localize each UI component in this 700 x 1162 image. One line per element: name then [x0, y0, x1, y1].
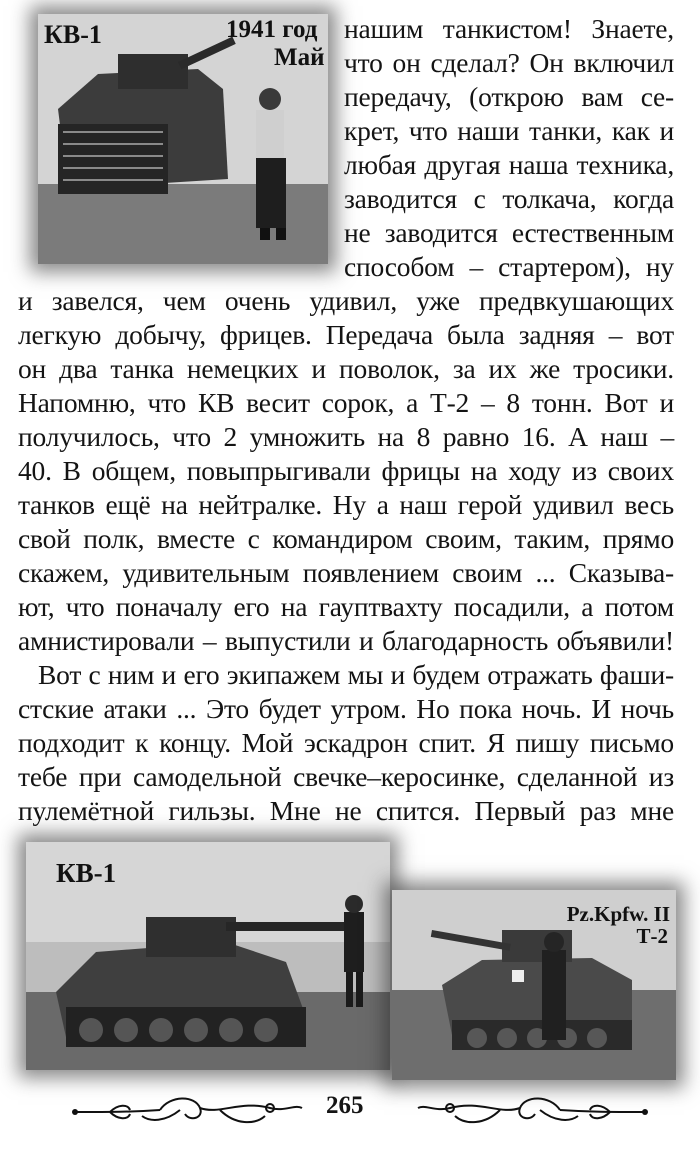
photo-caption-kv1: КВ-1: [44, 20, 102, 49]
page-number: 265: [326, 1092, 364, 1119]
text-line: пулемётной гильзы. Мне не спится. Первый раз мне: [18, 795, 674, 826]
text-line: он два танка немецких и поволок, за их же тросики.: [18, 353, 674, 384]
text-line: заводится с толкача, когда: [344, 183, 674, 214]
text-line: любая другая наша техника,: [344, 149, 674, 180]
photo-pzkpfw2: [392, 890, 676, 1080]
text-line: передачу, (открою вам се-: [344, 81, 674, 112]
ornament-right: [410, 1090, 650, 1130]
text-line: получилось, что 2 умножить на 8 равно 16. А наш –: [18, 421, 674, 452]
text-line: стские атаки ... Это будет утром. Но пока ночь. И ночь: [18, 693, 674, 724]
ornament-left: [70, 1090, 310, 1130]
text-line: тебе при самодельной свечке–керосинке, сделанной из: [18, 761, 674, 792]
text-line: скажем, удивительным появлением своим ... Сказыва-: [18, 557, 674, 588]
photo-caption-month: Май: [274, 44, 325, 71]
text-line: и завелся, чем очень удивил, уже предвкушающих: [18, 285, 674, 316]
text-line: свой полк, вместе с командиром своим, таким, прямо: [18, 523, 674, 554]
text-line: не заводится естественным: [344, 217, 674, 248]
text-line: Напомню, что КВ весит сорок, а Т-2 – 8 тонн. Вот и: [18, 387, 674, 418]
text-line: что он сделал? Он включил: [344, 47, 674, 78]
text-line: нашим танкистом! Знаете,: [344, 13, 674, 44]
text-line: способом – стартером), ну: [344, 251, 674, 282]
photo-caption-pzkpfw: Pz.Kpfw. II: [566, 902, 670, 926]
text-line: ют, что поначалу его на гауптвахту посадили, а потом: [18, 591, 674, 622]
text-line: легкую добычу, фрицев. Передача была задняя – вот: [18, 319, 674, 350]
photo-kv1-field: [26, 842, 390, 1070]
text-line: танков ещё на нейтралке. Ну а наш герой удивил весь: [18, 489, 674, 520]
photo-caption-t2: Т-2: [636, 924, 668, 948]
text-line: Вот с ним и его экипажем мы и будем отражать фаши-: [38, 659, 674, 690]
text-line: подходит к концу. Мой эскадрон спит. Я пишу письмо: [18, 727, 674, 758]
text-line: 40. В общем, повыпрыгивали фрицы на ходу из своих: [18, 455, 674, 486]
text-line: амнистировали – выпустили и благодарность объявили!: [18, 625, 674, 656]
photo-kv1-1941: [38, 14, 328, 264]
text-line: крет, что наши танки, как и: [344, 115, 674, 146]
photo-caption-kv1-bottom: КВ-1: [56, 858, 117, 888]
photo-caption-year: 1941 год: [226, 16, 318, 43]
